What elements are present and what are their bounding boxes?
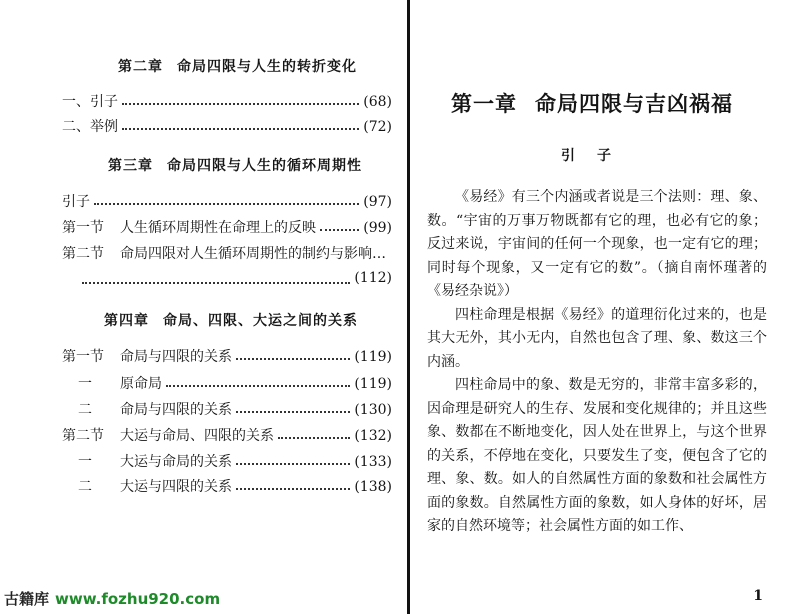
toc-entry-number: 一、引子 [62,94,118,110]
toc-entry-number: 第一节 [62,220,104,236]
toc-row [62,476,392,496]
toc-entry-number: 二 [78,479,92,495]
toc-page-number: (119) [354,349,392,365]
toc-page-number: (138) [354,479,392,495]
toc-row [62,217,392,237]
page-divider [407,0,410,614]
toc-row [62,373,392,393]
chapter2-number: 第二章 [118,59,163,75]
toc-entry-number: 第二节 [62,428,104,444]
right-page-body [411,0,793,614]
toc-leader-dots [278,437,350,439]
toc-entry-title: 命局与四限的关系 [120,402,232,418]
toc-leader-dots [94,203,359,205]
watermark-url: www.fozhu920.com [55,590,221,608]
toc-row [62,191,392,211]
toc-row [62,243,392,263]
paragraph: 四柱命理是根据《易经》的道理衍化过来的，也是其大无外，其小无内，自然也包含了理、象、数这三个内涵。 [427,306,767,370]
toc-leader-dots [82,282,350,284]
toc-entry-title: 人生循环周期性在命理上的反映 [120,220,316,236]
toc-entry-title: 命局四限对人生循环周期性的制约与影响… [120,246,386,262]
section-title: 引子 [561,148,633,164]
toc-row [62,346,392,366]
toc-leader-dots [236,411,350,413]
toc-page-number: (68) [363,94,392,110]
toc-page-number: (99) [363,220,392,236]
toc-page-number: (119) [354,376,392,392]
toc-row [62,399,392,419]
toc-row [82,270,392,290]
chapter2-title: 命局四限与人生的转折变化 [177,59,357,75]
chapter4-title: 命局、四限、大运之间的关系 [163,313,358,329]
toc-row [62,425,392,445]
toc-entry-number: 二 [78,402,92,418]
chapter4-heading [104,310,358,330]
toc-page-number: (97) [363,194,392,210]
page-number: 1 [753,588,763,604]
toc-entry-number: 二、举例 [62,119,118,135]
chapter1-number: 第一章 [451,91,517,116]
toc-entry-number: 第二节 [62,246,104,262]
chapter3-title: 命局四限与人生的循环周期性 [167,158,362,174]
toc-entry-title: 命局与四限的关系 [120,349,232,365]
toc-entry-number: 第一节 [62,349,104,365]
toc-leader-dots [236,358,350,360]
chapter3-heading [108,155,362,175]
toc-entry-number: 引子 [62,194,90,210]
toc-entry-title: 原命局 [120,376,162,392]
toc-page-number: (133) [354,454,392,470]
chapter4-number: 第四章 [104,313,149,329]
paragraph: 《易经》有三个内涵或者说是三个法则：理、象、数。“宇宙的万事万物既都有它的理，也必有它的象；反过来说，宇宙间的任何一个现象，也一定有它的理；同时每个现象，又一定有它的数”。（摘自南怀瑾著的《易经杂说》） [427,189,767,299]
toc-entry-title: 大运与四限的关系 [120,479,232,495]
toc-entry-title: 大运与命局的关系 [120,454,232,470]
site-watermark [4,588,220,609]
toc-row [62,451,392,471]
chapter3-number: 第三章 [108,158,153,174]
chapter1-heading [451,88,733,118]
toc-row [62,116,392,136]
toc-page-number: (130) [354,402,392,418]
body-text [427,186,767,539]
toc-leader-dots [122,103,359,105]
watermark-text: 古籍库 [4,590,50,608]
toc-page-number: (112) [354,270,392,286]
toc-leader-dots [166,385,350,387]
toc-leader-dots [122,128,359,130]
toc-row [62,91,392,111]
toc-entry-title: 大运与命局、四限的关系 [120,428,274,444]
chapter2-heading [118,56,357,76]
toc-entry-number: 一 [78,376,92,392]
toc-leader-dots [236,463,350,465]
paragraph: 四柱命局中的象、数是无穷的，非常丰富多彩的，因命理是研究人的生存、发展和变化规律的；并且这些象、数都在不断地变化，因人处在世界上，与这个世界的关系，不停地在变化，只要发生了变，便包含了它的理、象、数。如人的自然属性方面的象数和社会属性方面的象数。自然属性方面的象数，如人身体的好坏，居家的自然环境等；社会属性方面的如工作、 [427,377,767,534]
toc-page-number: (72) [363,119,392,135]
toc-leader-dots [236,488,350,490]
toc-leader-dots [320,229,359,231]
toc-page-number: (132) [354,428,392,444]
chapter1-title: 命局四限与吉凶祸福 [535,91,733,116]
toc-entry-number: 一 [78,454,92,470]
